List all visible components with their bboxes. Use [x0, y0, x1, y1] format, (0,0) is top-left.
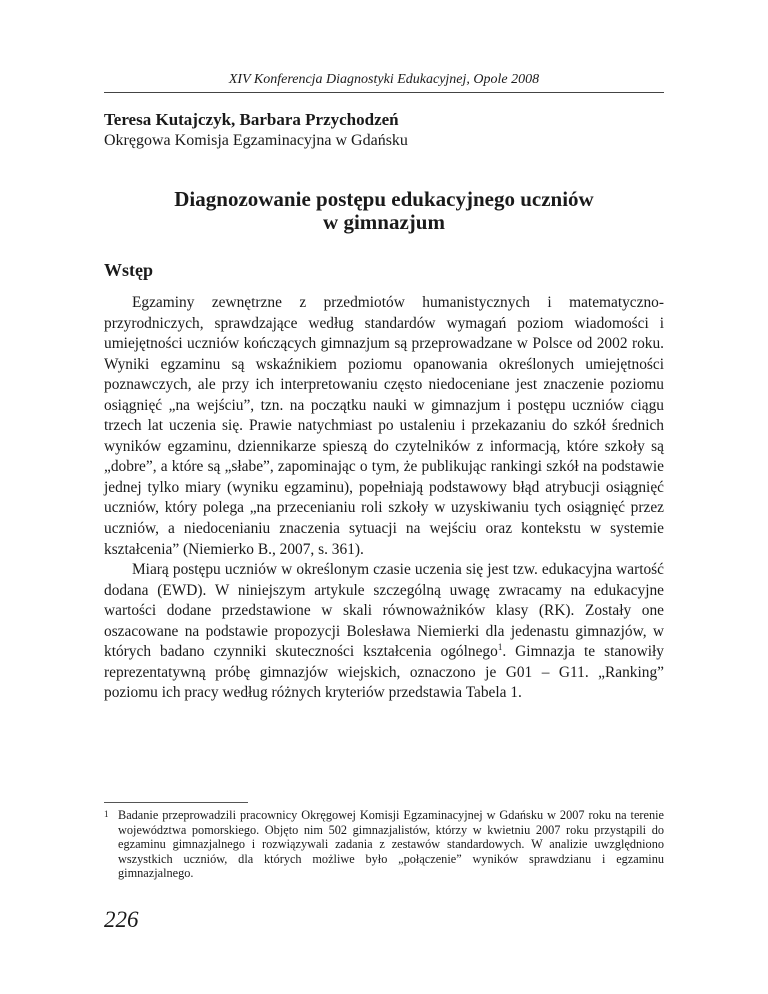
footnote-mark: 1: [104, 809, 109, 819]
article-title: [104, 188, 664, 234]
footnote-reference: 1: [497, 642, 503, 653]
body-text: [104, 293, 664, 704]
running-header: XIV Konferencja Diagnostyki Edukacyjnej, Opole 2008: [228, 72, 540, 87]
paragraph-2-part-a: Miarą postępu uczniów w określonym czasie uczenia się jest tzw. edukacyjna wartość dodana (EWD). W niniejszym artykule szczególną uwagę zwracamy na edukacyjne wartości dodane przedstawione w skali równoważników klasy (RK). Zostały one oszacowane na podstawie propozycji Bolesława Niemierki dla jedenastu gimnazjów, w których badano czynniki skuteczności kształcenia ogólnego: [104, 561, 664, 661]
page-number: 226: [104, 907, 139, 932]
footnote-rule: [104, 802, 248, 803]
title-line-1: Diagnozowanie postępu edukacyjnego uczniów: [174, 187, 594, 211]
affiliation: Okręgowa Komisja Egzaminacyjna w Gdańsku: [104, 132, 408, 149]
section-heading: Wstęp: [104, 260, 153, 280]
footnote: [104, 808, 664, 881]
paragraph-1: Egzaminy zewnętrzne z przedmiotów humanistycznych i matematyczno-przyrodniczych, sprawdzające według standardów wymagań poziom wiadomości i umiejętności uczniów kończących gimnazjum są przeprowadzane w Polsce od 2002 roku. Wyniki egzaminu są wskaźnikiem poziomu opanowania określonych umiejętności poznawczych, ale przy ich interpretowaniu często niedoceniane jest znaczenie poziomu osiągnięć „na wejściu”, tzn. na początku nauki w gimnazjum i postępu uczniów ciągu trzech lat uczenia się. Prawie natychmiast po ustaleniu i przekazaniu do szkół średnich wyników egzaminu, dziennikarze spieszą do czytelników z informacją, które szkoły są „dobre”, a które są „słabe”, zapominając o tym, że publikując rankingi szkół na podstawie jednej tylko miary (wyniku egzaminu), popełniają podstawowy błąd atrybucji osiągnięć uczniów, który polega „na przecenianiu roli szkoły w uzyskiwaniu tych osiągnięć przez uczniów, a niedocenianiu znaczenia sytuacji na wejściu oraz kontekstu w systemie kształcenia” (Niemierko B., 2007, s. 361).: [104, 294, 664, 558]
header-rule: [104, 92, 664, 93]
paragraph-2: [104, 560, 664, 704]
authors: Teresa Kutajczyk, Barbara Przychodzeń: [104, 110, 399, 129]
title-line-2: w gimnazjum: [323, 210, 445, 234]
paragraph-2-part-b: . Gimnazja te stanowiły reprezentatywną próbę gimnazjów wiejskich, oznaczono je G01 – G11. „Ranking” poziomu ich pracy według różnych kryteriów przedstawia Tabela 1.: [104, 643, 664, 702]
footnote-text: Badanie przeprowadzili pracownicy Okręgowej Komisji Egzaminacyjnej w Gdańsku w 2007 roku na terenie województwa pomorskiego. Objęto nim 502 gimnazjalistów, którzy w kwietniu 2007 roku przystąpili do egzaminu gimnazjalnego i rozwiązywali zadania z zestawów standardowych. W analizie uwzględniono wszystkich uczniów, dla których możliwe było „połączenie” wyników sprawdzianu i egzaminu gimnazjalnego.: [118, 808, 664, 881]
